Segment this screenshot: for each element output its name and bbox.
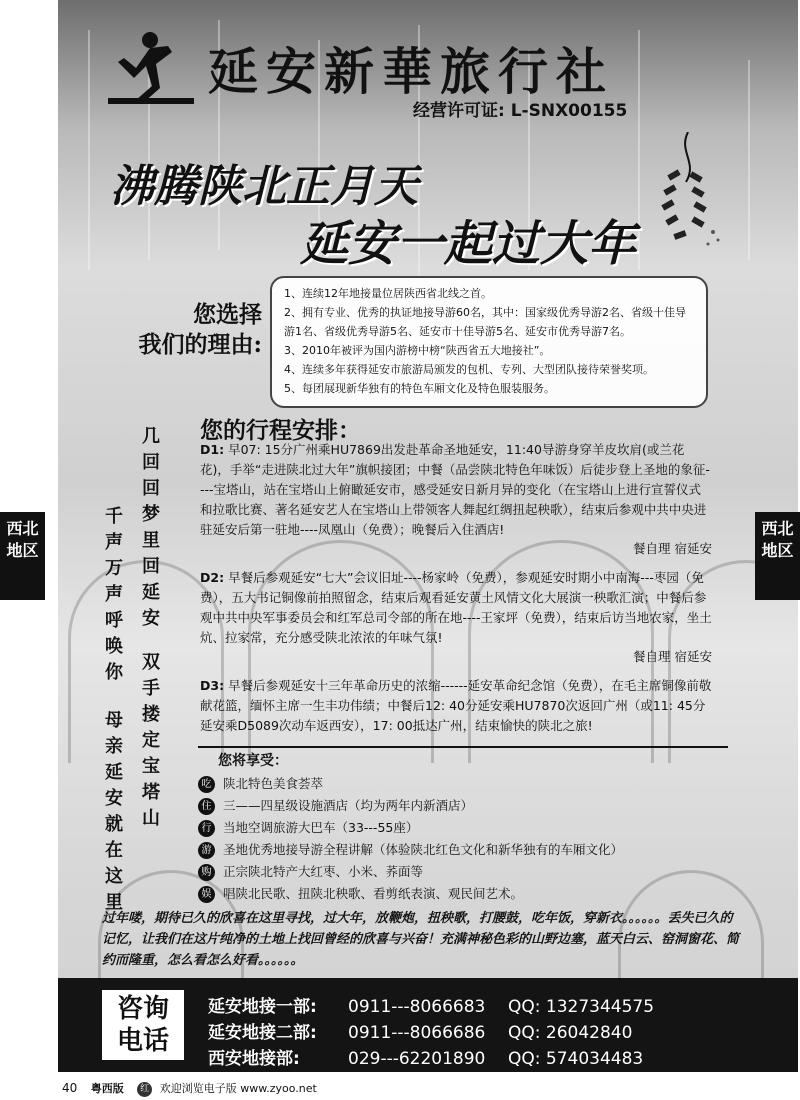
region-tab-left: 西北 地区	[0, 512, 45, 600]
contact-phone[interactable]: 0911---8066686	[348, 1023, 486, 1043]
poem-column-2: 千声万声呼唤你	[105, 506, 123, 683]
reason-item: 3、2010年被评为国内游榜中榜“陕西省五大地接社”。	[284, 344, 551, 357]
reason-item: 2、拥有专业、优秀的执证地接导游60名，其中：国家级优秀导游2名、省级十佳导游1名、省级优秀导游5名、延安市十佳导游5名、延安市优秀导游7名。	[284, 306, 686, 338]
entertainment-icon: 娱	[198, 886, 215, 903]
itinerary-title: 您的行程安排：	[200, 417, 361, 444]
day-text: 早07: 15分广州乘HU7869出发赴革命圣地延安，11:40导游身穿羊皮坎肩(或兰花花)，手举“走进陕北过大年”旗帜接团；中餐（品尝陕北特色年味饭）后徒步登上圣地的象征----宝塔山，站在宝塔山上俯瞰延安市，感受延安日新月异的变化（在宝塔山上进行宣誓仪式和拉歌比赛、著名延安艺人在宝塔山上带领客人舞起红绸扭起秧歌），结束后参观中共中央进驻延安后第一驻地----凤凰山（免费）；晚餐后入住酒店!	[200, 442, 710, 537]
company-name: 延安新華旅行社	[208, 42, 614, 101]
slogan-line-2: 延安一起过大年	[300, 216, 637, 272]
enjoy-item	[198, 862, 423, 882]
advert-panel	[58, 0, 798, 1072]
contact-qq[interactable]: QQ: 574034483	[508, 1049, 644, 1069]
day-text: 早餐后参观延安“七大”会议旧址----杨家岭（免费），参观延安时期小中南海---枣园（免费），五大书记铜像前拍照留念，结束后观看延安黄土风情文化大展演一秧歌汇演；中餐后参观中共中央军事委员会和红军总司令部的所在地----王家坪（免费），结束后访当地农家，坐土炕、拉家常，充分感受陕北浓浓的年味气氛!	[200, 570, 712, 645]
day-label: D1:	[200, 442, 225, 457]
eat-icon: 吃	[198, 776, 215, 793]
day-label: D3:	[200, 678, 225, 693]
firecracker-icon	[648, 132, 728, 252]
dancer-logo-icon	[106, 28, 196, 106]
reason-item: 1、连续12年地接量位居陕西省北线之首。	[284, 287, 492, 300]
poem-column-2b: 母亲延安就在这里	[105, 710, 123, 913]
reasons-title	[112, 300, 262, 360]
contact-dept: 西安地接部:	[208, 1049, 300, 1069]
travel-icon: 行	[198, 820, 215, 837]
enjoy-item-text: 唱陕北民歌、扭陕北秧歌、看剪纸表演、观民间艺术。	[223, 886, 524, 901]
day-label: D2:	[200, 570, 225, 585]
poem-column-1: 几回回梦里回延安	[142, 426, 160, 629]
page-number: 40	[62, 1081, 78, 1095]
reasons-title-line-1: 您选择	[193, 301, 262, 328]
enjoy-title: 您将享受：	[218, 753, 288, 769]
page-footer	[62, 1078, 317, 1098]
license-number: 经营许可证: L-SNX00155	[413, 101, 628, 121]
tour-icon: 游	[198, 842, 215, 859]
contact-row	[208, 1018, 632, 1043]
contact-row	[208, 1044, 643, 1069]
contact-band	[58, 978, 798, 1072]
closing-paragraph: 过年喽，期待已久的欣喜在这里寻找，过大年，放鞭炮，扭秧歌，打腰鼓，吃年饭，穿新衣。。。。。。丢失已久的记忆，让我们在这片纯净的土地上找回曾经的欣喜与兴奋！充满神秘色彩的山野边塞，蓝天白云、窑洞窗花、简约而隆重，怎么看怎么好看。。。。。。	[102, 911, 740, 968]
enjoy-item-text: 正宗陕北特产大红枣、小米、荞面等	[223, 864, 424, 879]
reasons-box	[270, 276, 708, 408]
poem-column-1b: 双手搂定宝塔山	[142, 652, 160, 829]
divider	[198, 746, 728, 748]
enjoy-item	[198, 818, 418, 838]
stay-icon: 住	[198, 798, 215, 815]
contact-phone[interactable]: 0911---8066683	[348, 997, 486, 1017]
contact-dept: 延安地接一部:	[208, 997, 317, 1017]
contact-qq[interactable]: QQ: 1327344575	[508, 997, 655, 1017]
enjoy-item	[198, 774, 323, 794]
enjoy-item-text: 当地空调旅游大巴车（33---55座）	[223, 820, 419, 835]
reason-item: 5、每团展现新华独有的特色车厢文化及特色服装服务。	[284, 382, 555, 395]
enjoy-item-text: 陕北特色美食荟萃	[223, 776, 324, 791]
day-meal: 餐自理 宿延安	[633, 649, 712, 664]
itinerary-day-3	[200, 676, 712, 736]
enjoy-item	[198, 796, 473, 816]
reason-item: 4、连续多年获得延安市旅游局颁发的包机、专列、大型团队接待荣誉奖项。	[284, 363, 654, 376]
day-meal: 餐自理 宿延安	[633, 541, 712, 556]
enjoy-item	[198, 884, 523, 904]
contact-label: 咨询电话	[102, 990, 184, 1060]
contact-row	[208, 992, 654, 1017]
slogan-line-1: 沸腾陕北正月天	[110, 161, 418, 212]
contact-qq[interactable]: QQ: 26042840	[508, 1023, 633, 1043]
reasons-title-line-2: 我们的理由:	[138, 331, 262, 358]
day-text: 早餐后参观延安十三年革命历史的浓缩------延安革命纪念馆（免费），在毛主席铜像前敬献花篮，缅怀主席一生丰功伟绩；中餐后12: 40分延安乘HU7870次返回广州（或11: 45分延安乘D5089次动车返西安），17: 00抵达广州，结束愉快的陕北之旅!	[200, 678, 712, 733]
enjoy-item-text: 圣地优秀地接导游全程讲解（体验陕北红色文化和新华独有的车厢文化）	[223, 842, 624, 857]
region-tab-right: 西北 地区	[755, 512, 800, 600]
contact-phone[interactable]: 029---62201890	[348, 1049, 486, 1069]
shopping-icon: 购	[198, 864, 215, 881]
site-logo-icon: 红	[137, 1082, 152, 1097]
itinerary-day-1	[200, 440, 712, 558]
itinerary-day-2	[200, 568, 712, 666]
enjoy-item	[198, 840, 623, 860]
contact-dept: 延安地接二部:	[208, 1023, 317, 1043]
enjoy-item-text: 三——四星级设施酒店（均为两年内新酒店）	[223, 798, 474, 813]
edition-label: 粤西版	[90, 1082, 124, 1095]
site-link[interactable]: 欢迎浏览电子版 www.zyoo.net	[159, 1082, 317, 1095]
